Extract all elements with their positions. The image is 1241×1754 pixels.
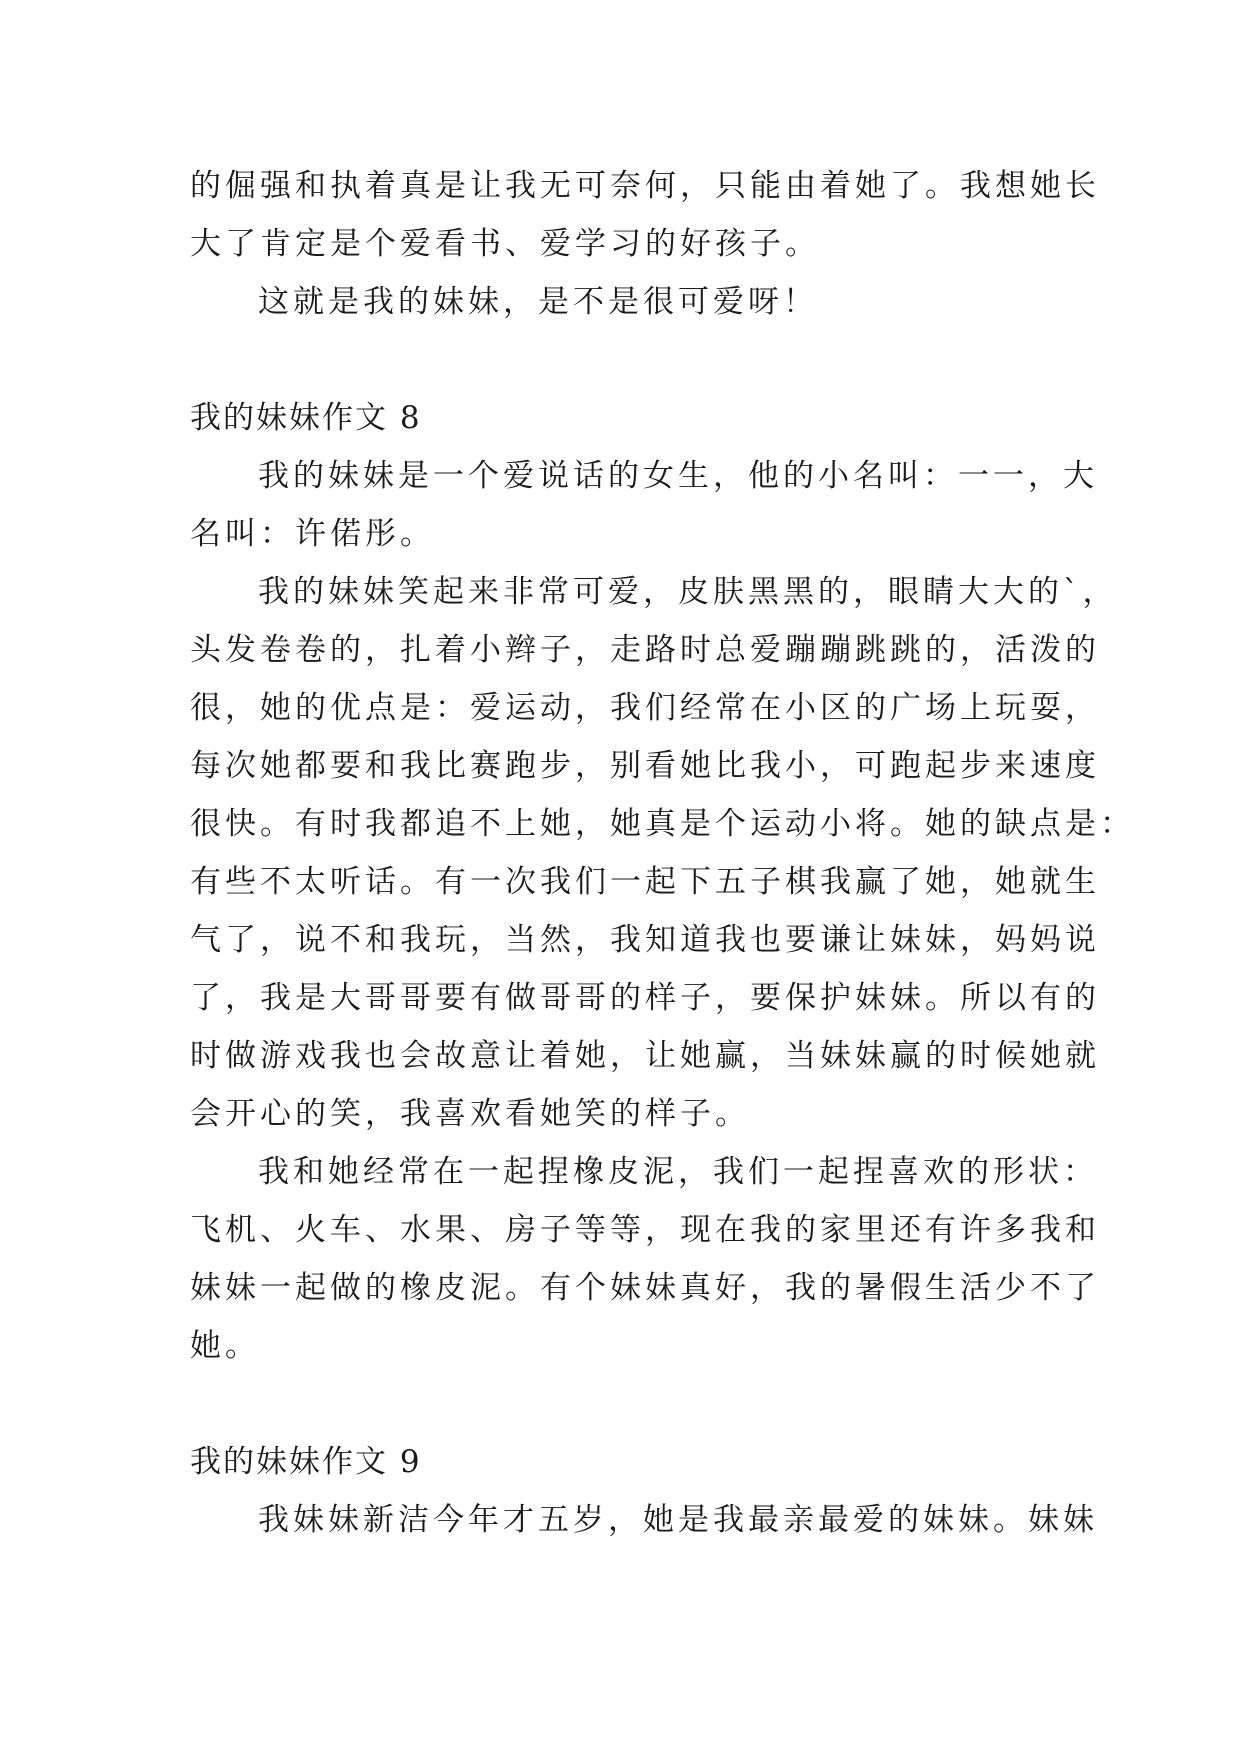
text-line: 很，她的优点是：爱运动，我们经常在小区的广场上玩耍， xyxy=(190,690,1100,726)
section-heading: 我的妹妹作文 8 xyxy=(190,400,422,436)
text-line: 每次她都要和我比赛跑步，别看她比我小，可跑起步来速度 xyxy=(190,748,1100,784)
text-line: 气了，说不和我玩，当然，我知道我也要谦让妹妹，妈妈说 xyxy=(190,922,1100,958)
text-line: 这就是我的妹妹，是不是很可爱呀！ xyxy=(258,284,818,320)
text-line: 时做游戏我也会故意让着她，让她赢，当妹妹赢的时候她就 xyxy=(190,1038,1100,1074)
text-line: 我的妹妹是一个爱说话的女生，他的小名叫：一一，大 xyxy=(258,458,1098,494)
text-line: 大了肯定是个爱看书、爱学习的好孩子。 xyxy=(190,226,820,262)
text-line: 飞机、火车、水果、房子等等，现在我的家里还有许多我和 xyxy=(190,1212,1100,1248)
text-line: 我的妹妹笑起来非常可爱，皮肤黑黑的，眼睛大大的`， xyxy=(258,574,1118,610)
text-line: 她。 xyxy=(190,1328,260,1364)
text-line: 头发卷卷的，扎着小辫子，走路时总爱蹦蹦跳跳的，活泼的 xyxy=(190,632,1100,668)
text-line: 名叫：许偌彤。 xyxy=(190,516,435,552)
text-line: 很快。有时我都追不上她，她真是个运动小将。她的缺点是： xyxy=(190,806,1135,842)
text-line: 了，我是大哥哥要有做哥哥的样子，要保护妹妹。所以有的 xyxy=(190,980,1100,1016)
text-line: 我和她经常在一起捏橡皮泥，我们一起捏喜欢的形状： xyxy=(258,1154,1098,1190)
text-line: 的倔强和执着真是让我无可奈何，只能由着她了。我想她长 xyxy=(190,168,1100,204)
text-line: 会开心的笑，我喜欢看她笑的样子。 xyxy=(190,1096,750,1132)
text-line: 有些不太听话。有一次我们一起下五子棋我赢了她，她就生 xyxy=(190,864,1100,900)
text-line: 我妹妹新洁今年才五岁，她是我最亲最爱的妹妹。妹妹 xyxy=(258,1502,1098,1538)
section-heading: 我的妹妹作文 9 xyxy=(190,1444,422,1480)
text-line: 妹妹一起做的橡皮泥。有个妹妹真好，我的暑假生活少不了 xyxy=(190,1270,1100,1306)
